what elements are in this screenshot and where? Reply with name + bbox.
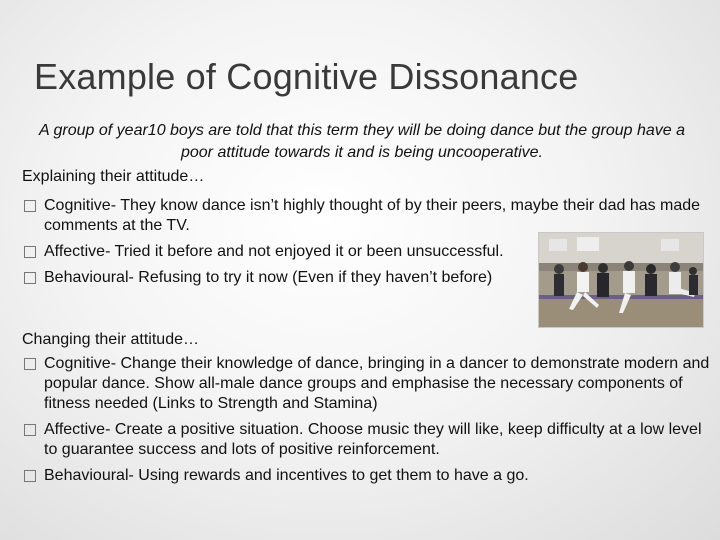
checkbox-bullet-icon	[24, 470, 36, 482]
checkbox-bullet-icon	[24, 246, 36, 258]
list-item: Cognitive- Change their knowledge of dance, bringing in a dancer to demonstrate modern and popular dance. Show all-male dance groups and emphasise the necessary components of fitness needed (Links to Strength and Stamina)	[22, 354, 712, 414]
list-item: Affective- Tried it before and not enjoyed it or been unsuccessful.	[22, 242, 712, 262]
list-item: Affective- Create a positive situation. Choose music they will like, keep difficulty at a low level to guarantee success and lots of positive reinforcement.	[22, 420, 712, 460]
checkbox-bullet-icon	[24, 200, 36, 212]
dance-class-photo-image	[539, 233, 703, 327]
list-item: Behavioural- Refusing to try it now (Even if they haven’t before)	[22, 268, 712, 288]
section-heading-changing: Changing their attitude…	[22, 331, 199, 348]
dance-class-photo	[538, 232, 704, 328]
changing-list	[22, 354, 712, 492]
list-item: Behavioural- Using rewards and incentives to get them to have a go.	[22, 466, 712, 486]
checkbox-bullet-icon	[24, 358, 36, 370]
checkbox-bullet-icon	[24, 424, 36, 436]
slide-title: Example of Cognitive Dissonance	[34, 56, 579, 97]
list-item: Cognitive- They know dance isn’t highly thought of by their peers, maybe their dad has made comments at the TV.	[22, 196, 712, 236]
section-heading-explaining: Explaining their attitude…	[22, 168, 205, 185]
intro-text: A group of year10 boys are told that this term they will be doing dance but the group have a poor attitude towards it and is being uncooperative.	[38, 122, 686, 161]
checkbox-bullet-icon	[24, 272, 36, 284]
